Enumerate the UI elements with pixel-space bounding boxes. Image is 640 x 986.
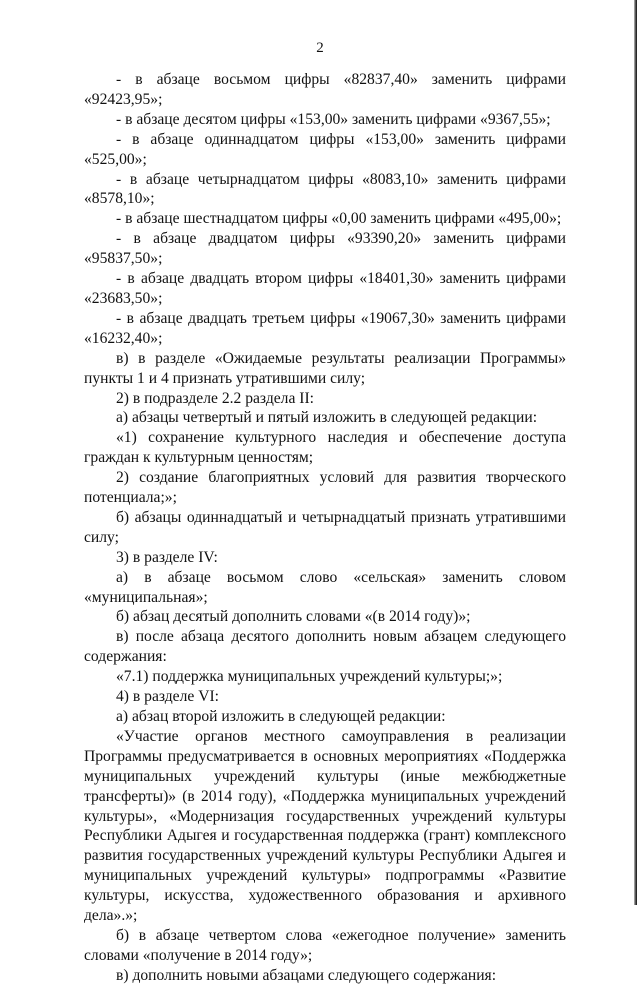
paragraph: - в абзаце двадцать втором цифры «18401,30» заменить цифрами «23683,50»; <box>84 270 566 307</box>
document-body <box>84 70 566 986</box>
paragraph: в) после абзаца десятого дополнить новым абзацем следующего содержания: <box>84 628 566 666</box>
paragraph: 4) в разделе VI: <box>116 688 219 706</box>
paragraph: «7.1) поддержка муниципальных учреждений культуры;»; <box>116 668 503 686</box>
paragraph: а) в абзаце восьмом слово «сельская» заменить словом «муниципальная»; <box>84 568 566 606</box>
paragraph: - в абзаце двадцать третьем цифры «19067,30» заменить цифрами «16232,40»; <box>84 309 566 347</box>
paragraph: а) абзацы четвертый и пятый изложить в следующей редакции: <box>116 409 538 427</box>
paragraph: 2) в подразделе 2.2 раздела II: <box>116 389 314 407</box>
paragraph: - в абзаце двадцатом цифры «93390,20» заменить цифрами «95837,50»; <box>84 230 566 268</box>
paragraph: 3) в разделе IV: <box>116 548 218 566</box>
paragraph: б) абзац десятый дополнить словами «(в 2014 году)»; <box>116 608 471 626</box>
paragraph: «1) сохранение культурного наследия и обеспечение доступа граждан к культурным ценностям; <box>84 429 566 467</box>
paragraph: в) дополнить новыми абзацами следующего содержания: <box>116 966 497 984</box>
paragraph: 2) создание благоприятных условий для развития творческого потенциала;»; <box>84 469 566 507</box>
paragraph: - в абзаце десятом цифры «153,00» заменить цифрами «9367,55»; <box>116 110 551 128</box>
paragraph: б) абзацы одиннадцатый и четырнадцатый признать утратившими силу; <box>84 508 566 546</box>
paragraph: - в абзаце четырнадцатом цифры «8083,10» заменить цифрами «8578,10»; <box>84 170 566 208</box>
paragraph: б) в абзаце четвертом слова «ежегодное получение» заменить словами «получение в 2014 году»; <box>84 926 566 964</box>
paragraph: - в абзаце восьмом цифры «82837,40» заменить цифрами «92423,95»; <box>84 71 566 108</box>
paragraph: - в абзаце одиннадцатом цифры «153,00» заменить цифрами «525,00»; <box>84 130 566 168</box>
paragraph: а) абзац второй изложить в следующей редакции: <box>116 708 446 725</box>
page-number: 2 <box>316 40 324 56</box>
paragraph: - в абзаце шестнадцатом цифры «0,00 заменить цифрами «495,00»; <box>116 210 562 228</box>
paragraph: в) в разделе «Ожидаемые результаты реализации Программы» пункты 1 и 4 признать утратившими силу; <box>84 349 566 387</box>
paragraph: «Участие органов местного самоуправления в реализации Программы предусматривается в основных мероприятиях «Поддержка муниципальных учреждений культуры (иные межбюджетные трансферты)» (в 2014 году), «Поддержка муниципальных учреждений культуры», «Модернизация государственных учреждений культуры Республики Адыгея и государственная поддержка (грант) комплексного развития государственных учреждений культуры Республики Адыгея и муниципальных учреждений культуры» подпрограммы «Развитие культуры, искусства, художественного образования и архивного дела».»; <box>84 727 566 925</box>
page-edge-shadow <box>634 0 637 905</box>
